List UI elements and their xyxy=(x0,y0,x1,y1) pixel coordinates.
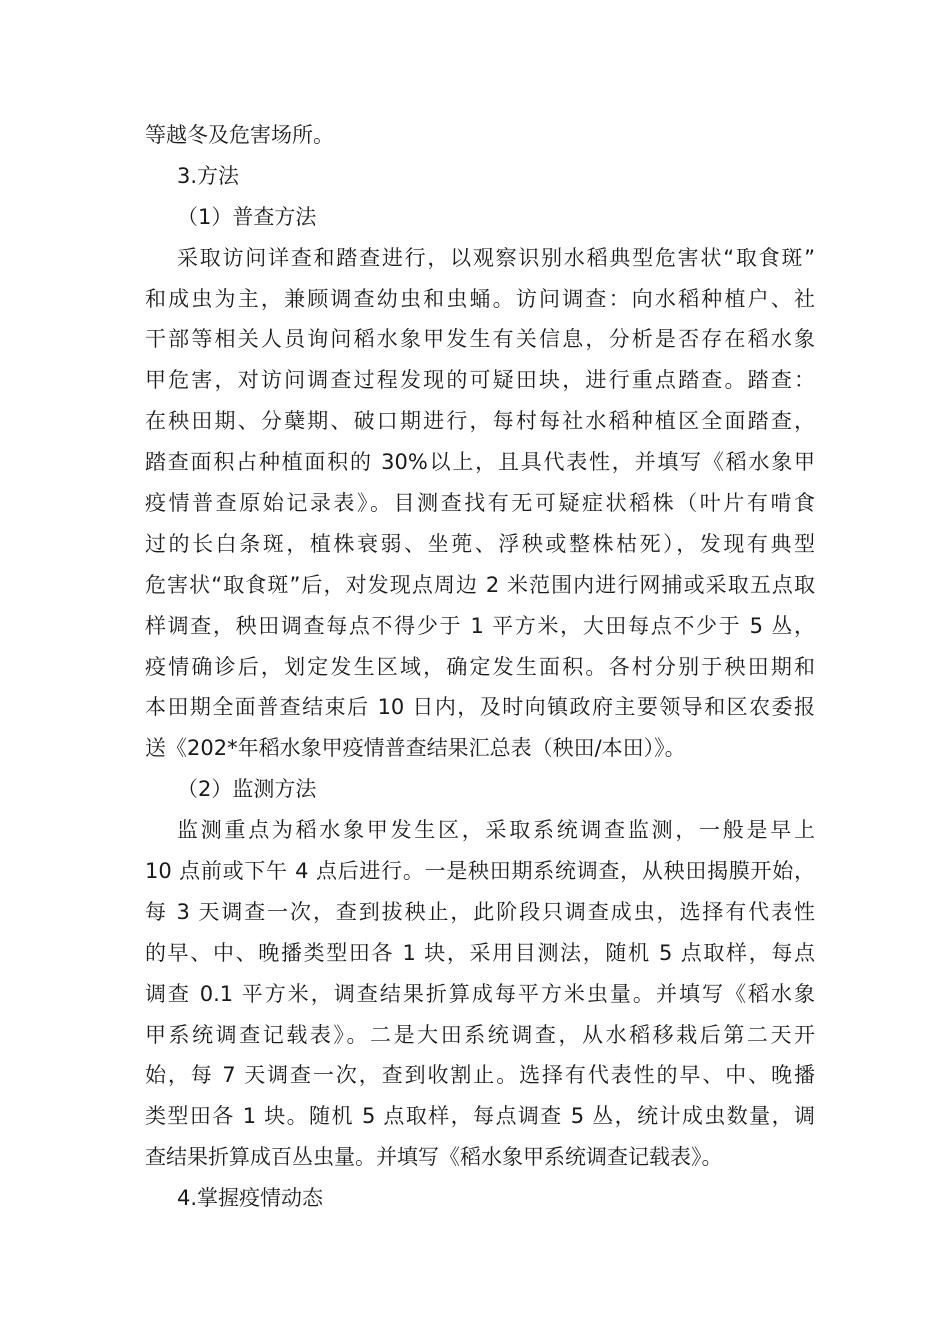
text-line: 采取访问详查和踏查进行，以观察识别水稻典型危害状“取食斑” xyxy=(177,245,815,270)
text-line: 过的长白条斑，植株衰弱、坐蔸、浮秧或整株枯死），发现有典型 xyxy=(145,531,815,556)
text-line: 在秧田期、分蘖期、破口期进行，每村每社水稻种植区全面踏查， xyxy=(145,409,815,434)
text-line: 踏查面积占种植面积的 30%以上，且具代表性，并填写《稻水象甲 xyxy=(145,450,815,475)
text-line: 类型田各 1 块。随机 5 点取样，每点调查 5 丛，统计成虫数量，调 xyxy=(145,1104,815,1129)
text-line: 送《202*年稻水象甲疫情普查结果汇总表（秧田/本田）》。 xyxy=(145,736,686,761)
text-line: 4.掌握疫情动态 xyxy=(177,1186,324,1211)
text-line: 监测重点为稻水象甲发生区，采取系统调查监测，一般是早上 xyxy=(177,818,815,843)
text-line: 调查 0.1 平方米，调查结果折算成每平方米虫量。并填写《稻水象 xyxy=(145,981,815,1006)
text-line: 干部等相关人员询问稻水象甲发生有关信息，分析是否存在稻水象 xyxy=(145,327,815,352)
text-line: 查结果折算成百丛虫量。并填写《稻水象甲系统调查记载表》。 xyxy=(145,1145,723,1170)
text-line: 本田期全面普查结束后 10 日内，及时向镇政府主要领导和区农委报 xyxy=(145,695,815,720)
text-line: 等越冬及危害场所。 xyxy=(145,123,334,147)
text-line: 10 点前或下午 4 点后进行。一是秧田期系统调查，从秧田揭膜开始， xyxy=(145,859,815,884)
text-line: 疫情确诊后，划定发生区域，确定发生面积。各村分别于秧田期和 xyxy=(145,654,815,679)
text-line: 和成虫为主，兼顾调查幼虫和虫蛹。访问调查：向水稻种植户、社 xyxy=(145,286,815,311)
text-line: 甲系统调查记载表》。二是大田系统调查，从水稻移栽后第二天开 xyxy=(145,1022,815,1047)
text-line: 样调查，秧田调查每点不得少于 1 平方米，大田每点不少于 5 丛， xyxy=(145,613,815,638)
text-line: 疫情普查原始记录表》。目测查找有无可疑症状稻株（叶片有啃食 xyxy=(145,491,815,516)
document-body xyxy=(145,115,815,1219)
text-line: 始，每 7 天调查一次，查到收割止。选择有代表性的早、中、晚播 xyxy=(145,1063,815,1088)
text-line: （1）普查方法 xyxy=(177,204,317,229)
text-line: 的早、中、晚播类型田各 1 块，采用目测法，随机 5 点取样，每点 xyxy=(145,940,815,965)
text-line: 甲危害，对访问调查过程发现的可疑田块，进行重点踏查。踏查： xyxy=(145,368,815,393)
text-line: （2）监测方法 xyxy=(177,777,317,802)
text-line: 危害状“取食斑”后，对发现点周边 2 米范围内进行网捕或采取五点取 xyxy=(145,572,815,597)
text-line: 3.方法 xyxy=(177,163,240,188)
text-line: 每 3 天调查一次，查到拔秧止，此阶段只调查成虫，选择有代表性 xyxy=(145,899,815,924)
